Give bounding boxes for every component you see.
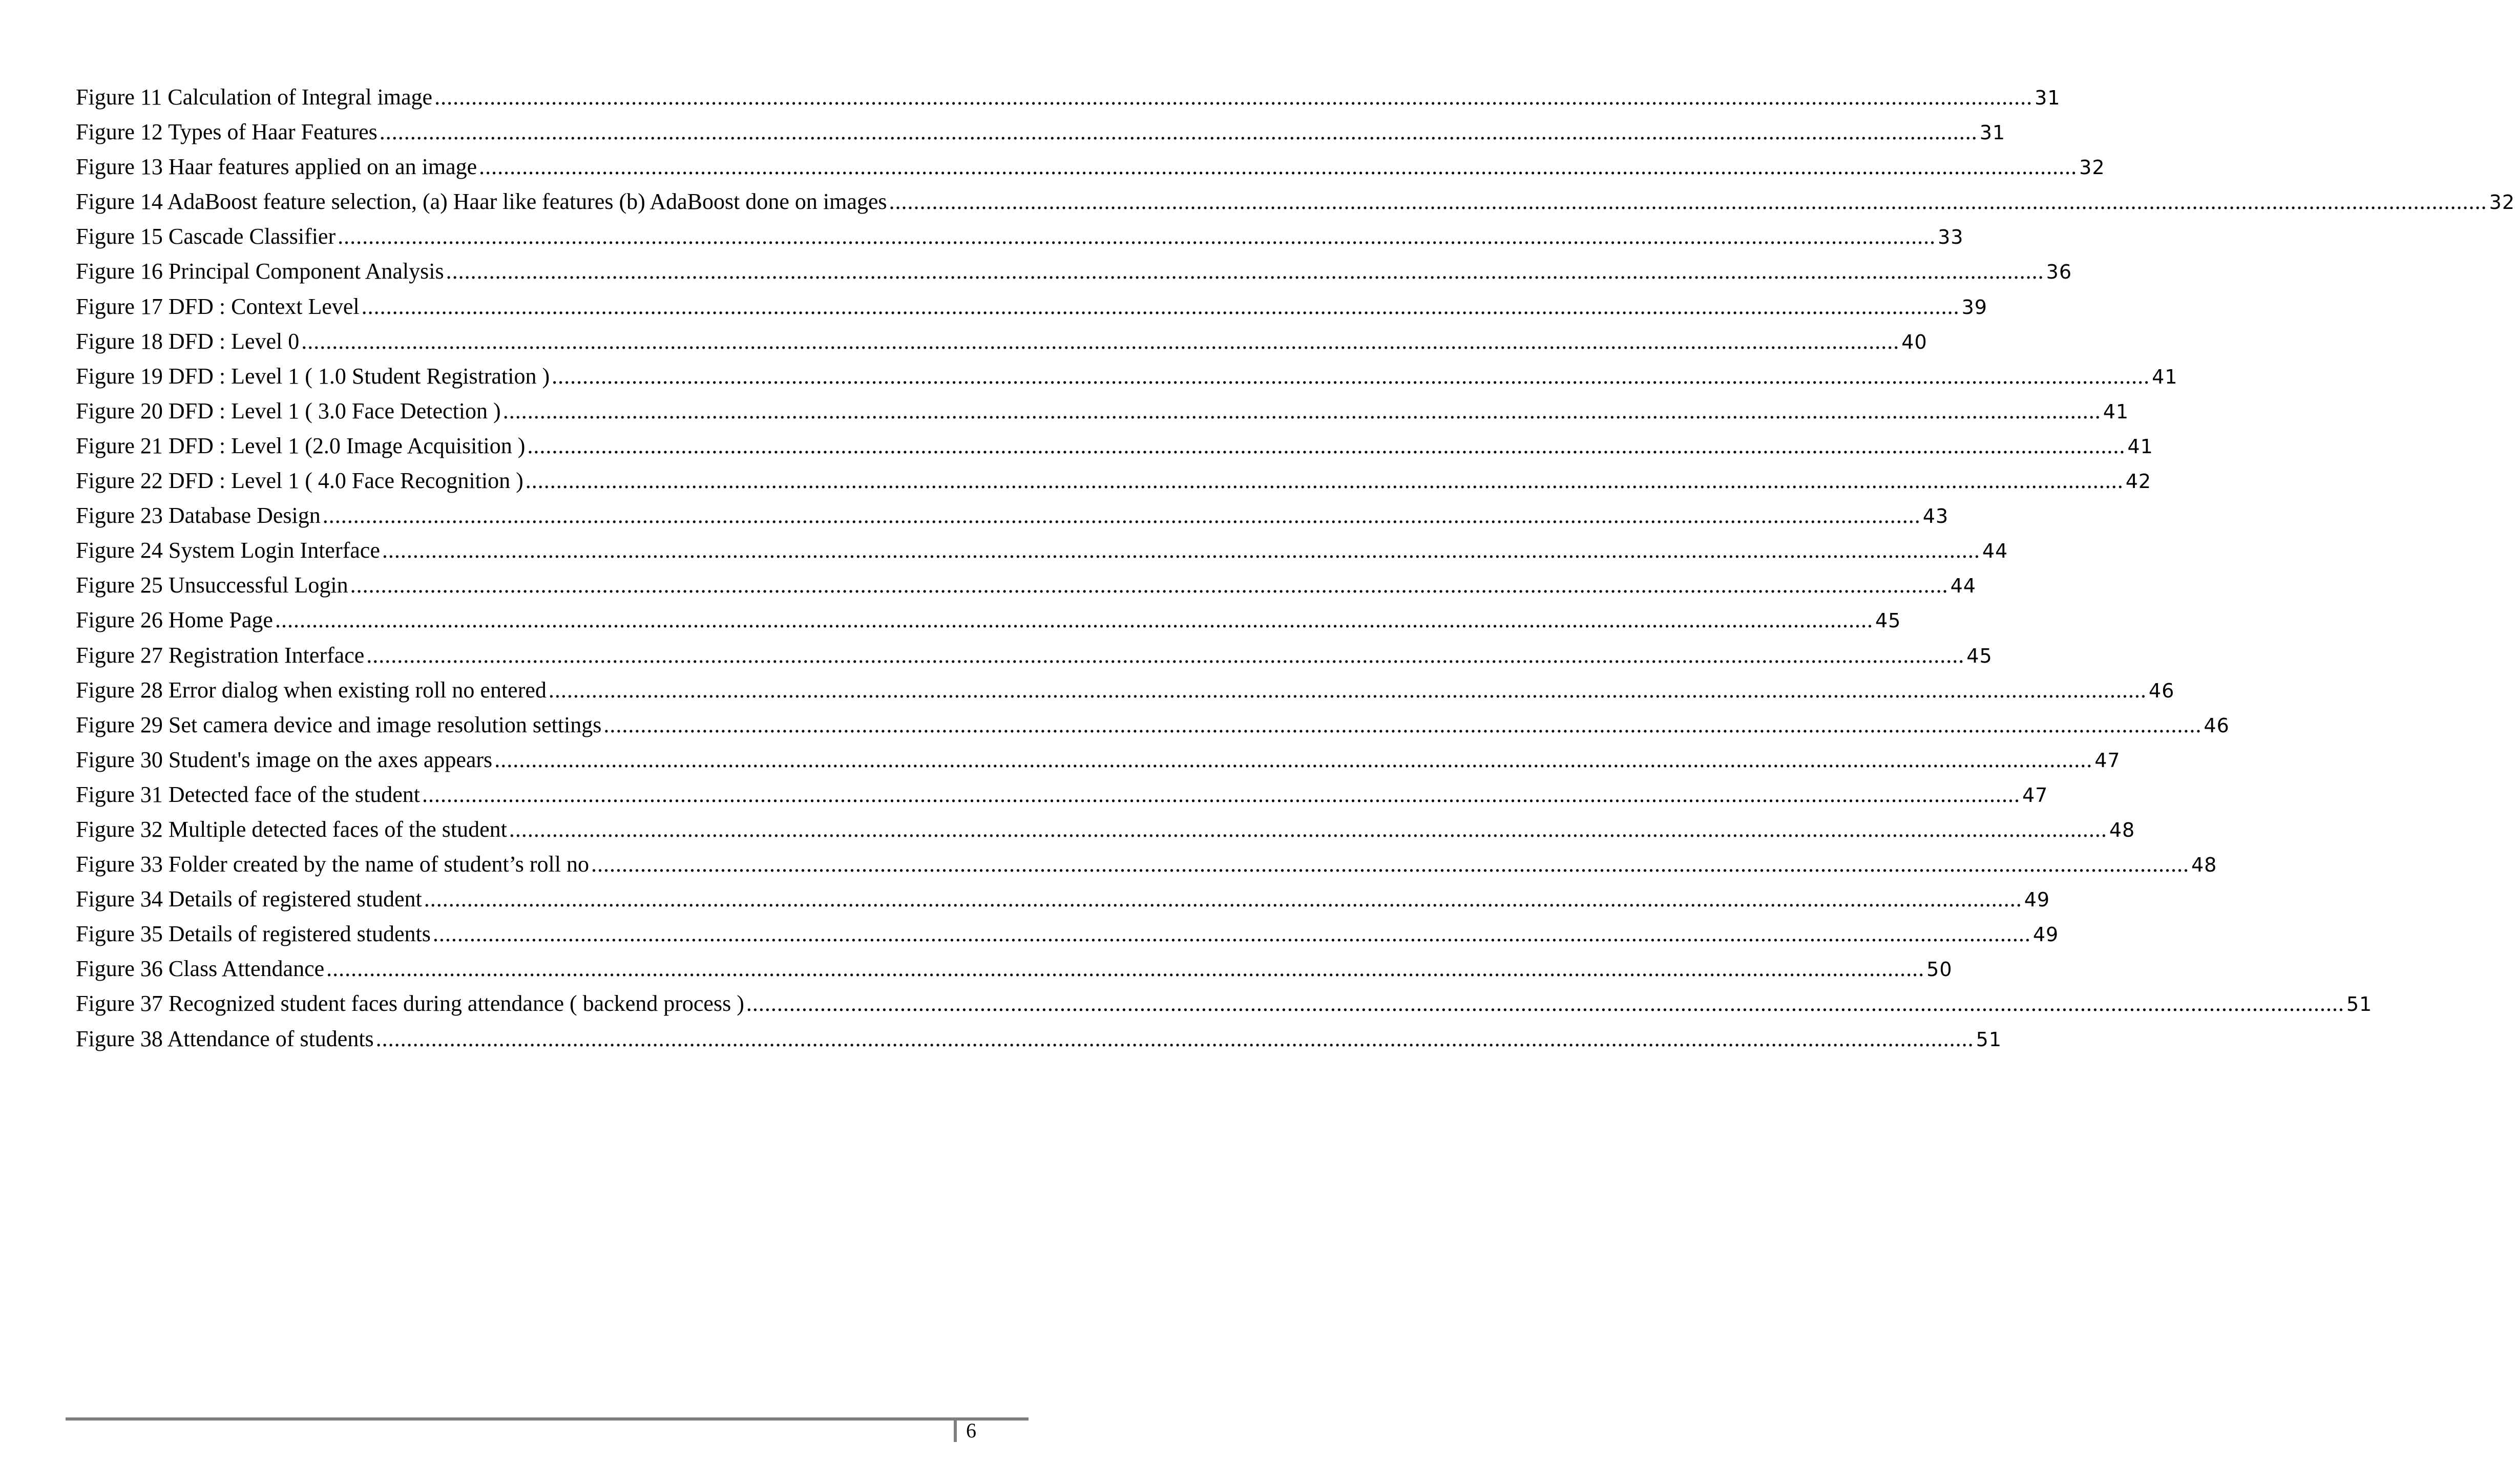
toc-entry-title: Figure 35 Details of registered students bbox=[76, 921, 431, 947]
toc-entry[interactable] bbox=[76, 743, 2121, 777]
toc-entry-title: Figure 25 Unsuccessful Login bbox=[76, 573, 348, 598]
toc-entry-title: Figure 24 System Login Interface bbox=[76, 538, 380, 563]
dot-leader: .................................................................................................................................................................................................................................................................... bbox=[479, 154, 2078, 180]
toc-entry-page: 51 bbox=[1976, 1028, 2002, 1051]
toc-entry-title: Figure 23 Database Design bbox=[76, 503, 321, 528]
toc-entry-page: 49 bbox=[2032, 923, 2059, 946]
toc-entry[interactable] bbox=[76, 708, 2230, 743]
toc-entry[interactable] bbox=[76, 324, 1927, 359]
toc-entry[interactable] bbox=[76, 951, 1953, 986]
dot-leader: .................................................................................................................................................................................................................................................................... bbox=[375, 1026, 1974, 1051]
toc-entry[interactable] bbox=[76, 254, 2072, 289]
toc-entry-title: Figure 20 DFD : Level 1 ( 3.0 Face Detection ) bbox=[76, 398, 501, 423]
toc-entry-page: 39 bbox=[1961, 295, 1987, 319]
toc-entry[interactable] bbox=[76, 603, 1901, 638]
toc-entry[interactable] bbox=[76, 882, 2050, 917]
dot-leader: .................................................................................................................................................................................................................................................................... bbox=[422, 781, 2020, 807]
toc-entry-page: 44 bbox=[1950, 575, 1976, 598]
toc-entry-title: Figure 26 Home Page bbox=[76, 607, 273, 633]
list-of-figures bbox=[76, 80, 2515, 1056]
toc-entry-title: Figure 32 Multiple detected faces of the student bbox=[76, 816, 507, 842]
dot-leader: .................................................................................................................................................................................................................................................................... bbox=[509, 816, 2107, 842]
toc-entry-page: 32 bbox=[2489, 191, 2515, 214]
dot-leader: .................................................................................................................................................................................................................................................................... bbox=[301, 328, 1900, 354]
toc-entry-page: 50 bbox=[1926, 958, 1953, 981]
toc-entry[interactable] bbox=[76, 812, 2135, 847]
toc-entry[interactable] bbox=[76, 986, 2373, 1021]
toc-entry-title: Figure 37 Recognized student faces during attendance ( backend process ) bbox=[76, 991, 744, 1016]
toc-entry-page: 46 bbox=[2204, 714, 2230, 737]
toc-entry[interactable] bbox=[76, 777, 2048, 812]
toc-entry-page: 47 bbox=[2094, 749, 2121, 772]
dot-leader: .................................................................................................................................................................................................................................................................... bbox=[434, 84, 2033, 110]
toc-entry[interactable] bbox=[76, 429, 2153, 463]
toc-entry-page: 42 bbox=[2125, 470, 2152, 493]
footer-divider bbox=[954, 1417, 957, 1442]
dot-leader: .................................................................................................................................................................................................................................................................... bbox=[502, 398, 2101, 423]
toc-entry-page: 51 bbox=[2346, 993, 2373, 1016]
dot-leader: .................................................................................................................................................................................................................................................................... bbox=[424, 886, 2022, 912]
toc-entry-title: Figure 13 Haar features applied on an image bbox=[76, 154, 477, 180]
toc-entry-title: Figure 21 DFD : Level 1 (2.0 Image Acquisition ) bbox=[76, 433, 526, 458]
toc-entry[interactable] bbox=[76, 498, 1949, 533]
toc-entry-title: Figure 14 AdaBoost feature selection, (a) Haar like features (b) AdaBoost done on images bbox=[76, 189, 887, 215]
toc-entry-page: 48 bbox=[2191, 854, 2217, 877]
dot-leader: .................................................................................................................................................................................................................................................................... bbox=[548, 677, 2147, 703]
toc-entry-title: Figure 27 Registration Interface bbox=[76, 642, 365, 668]
toc-entry-page: 48 bbox=[2109, 818, 2135, 841]
toc-entry-page: 41 bbox=[2127, 435, 2153, 458]
toc-entry[interactable] bbox=[76, 917, 2059, 951]
toc-entry-title: Figure 16 Principal Component Analysis bbox=[76, 259, 444, 284]
toc-entry-page: 40 bbox=[1901, 330, 1927, 353]
toc-entry-page: 47 bbox=[2022, 783, 2048, 807]
toc-entry[interactable] bbox=[76, 1022, 2002, 1056]
toc-entry-title: Figure 34 Details of registered student bbox=[76, 886, 422, 912]
dot-leader: .................................................................................................................................................................................................................................................................... bbox=[361, 293, 1960, 319]
toc-entry-page: 49 bbox=[2024, 888, 2050, 911]
toc-entry-title: Figure 17 DFD : Context Level bbox=[76, 293, 360, 319]
dot-leader: .................................................................................................................................................................................................................................................................... bbox=[275, 607, 1873, 633]
toc-entry[interactable] bbox=[76, 394, 2129, 429]
toc-entry[interactable] bbox=[76, 184, 2515, 219]
toc-entry-title: Figure 18 DFD : Level 0 bbox=[76, 328, 300, 354]
toc-entry-page: 45 bbox=[1875, 609, 1901, 632]
toc-entry-title: Figure 15 Cascade Classifier bbox=[76, 224, 336, 249]
toc-entry-page: 41 bbox=[2152, 365, 2178, 388]
toc-entry-title: Figure 30 Student's image on the axes appears bbox=[76, 747, 493, 772]
toc-entry-title: Figure 33 Folder created by the name of student’s roll no bbox=[76, 852, 589, 877]
toc-entry-title: Figure 38 Attendance of students bbox=[76, 1026, 374, 1051]
dot-leader: .................................................................................................................................................................................................................................................................... bbox=[889, 189, 2487, 215]
footer-rule bbox=[66, 1417, 1029, 1421]
toc-entry-page: 32 bbox=[2079, 156, 2105, 179]
dot-leader: .................................................................................................................................................................................................................................................................... bbox=[379, 119, 1978, 145]
toc-entry-title: Figure 36 Class Attendance bbox=[76, 956, 325, 982]
toc-entry-page: 43 bbox=[1922, 505, 1949, 528]
page-number: 6 bbox=[966, 1419, 976, 1442]
toc-entry-page: 36 bbox=[2046, 261, 2072, 284]
toc-entry[interactable] bbox=[76, 359, 2178, 394]
toc-entry[interactable] bbox=[76, 673, 2175, 708]
toc-entry-title: Figure 28 Error dialog when existing roll no entered bbox=[76, 677, 547, 703]
toc-entry-title: Figure 31 Detected face of the student bbox=[76, 781, 420, 807]
dot-leader: .................................................................................................................................................................................................................................................................... bbox=[527, 433, 2126, 458]
toc-entry-title: Figure 29 Set camera device and image resolution settings bbox=[76, 712, 602, 737]
dot-leader: .................................................................................................................................................................................................................................................................... bbox=[432, 921, 2031, 947]
toc-entry[interactable] bbox=[76, 638, 1993, 673]
toc-entry-page: 33 bbox=[1938, 226, 1964, 249]
dot-leader: .................................................................................................................................................................................................................................................................... bbox=[322, 503, 1921, 528]
dot-leader: .................................................................................................................................................................................................................................................................... bbox=[746, 991, 2344, 1016]
toc-entry-title: Figure 22 DFD : Level 1 ( 4.0 Face Recognition ) bbox=[76, 468, 523, 494]
toc-entry[interactable] bbox=[76, 463, 2152, 498]
dot-leader: .................................................................................................................................................................................................................................................................... bbox=[552, 363, 2150, 389]
dot-leader: .................................................................................................................................................................................................................................................................... bbox=[382, 538, 1980, 563]
toc-entry[interactable] bbox=[76, 80, 2061, 115]
dot-leader: .................................................................................................................................................................................................................................................................... bbox=[446, 259, 2044, 284]
toc-entry-page: 31 bbox=[1979, 121, 2006, 144]
toc-entry-page: 45 bbox=[1966, 644, 1993, 667]
toc-entry-page: 41 bbox=[2103, 400, 2129, 423]
dot-leader: .................................................................................................................................................................................................................................................................... bbox=[494, 747, 2093, 772]
toc-entry[interactable] bbox=[76, 847, 2217, 882]
toc-entry-title: Figure 19 DFD : Level 1 ( 1.0 Student Registration ) bbox=[76, 363, 550, 389]
toc-entry-title: Figure 11 Calculation of Integral image bbox=[76, 84, 433, 110]
toc-entry-page: 44 bbox=[1982, 540, 2008, 563]
dot-leader: .................................................................................................................................................................................................................................................................... bbox=[366, 642, 1965, 668]
toc-entry[interactable] bbox=[76, 568, 1976, 603]
toc-entry[interactable] bbox=[76, 533, 2008, 568]
dot-leader: .................................................................................................................................................................................................................................................................... bbox=[603, 712, 2202, 737]
toc-entry-page: 46 bbox=[2148, 679, 2175, 702]
dot-leader: .................................................................................................................................................................................................................................................................... bbox=[525, 468, 2124, 494]
toc-entry-page: 31 bbox=[2035, 87, 2061, 109]
dot-leader: .................................................................................................................................................................................................................................................................... bbox=[350, 573, 1948, 598]
toc-entry[interactable] bbox=[76, 150, 2105, 184]
toc-entry[interactable] bbox=[76, 219, 1964, 254]
dot-leader: .................................................................................................................................................................................................................................................................... bbox=[591, 852, 2189, 877]
dot-leader: .................................................................................................................................................................................................................................................................... bbox=[326, 956, 1925, 982]
toc-entry-title: Figure 12 Types of Haar Features bbox=[76, 119, 378, 145]
toc-entry[interactable] bbox=[76, 115, 2006, 150]
toc-entry[interactable] bbox=[76, 289, 1987, 324]
dot-leader: .................................................................................................................................................................................................................................................................... bbox=[338, 224, 1936, 249]
